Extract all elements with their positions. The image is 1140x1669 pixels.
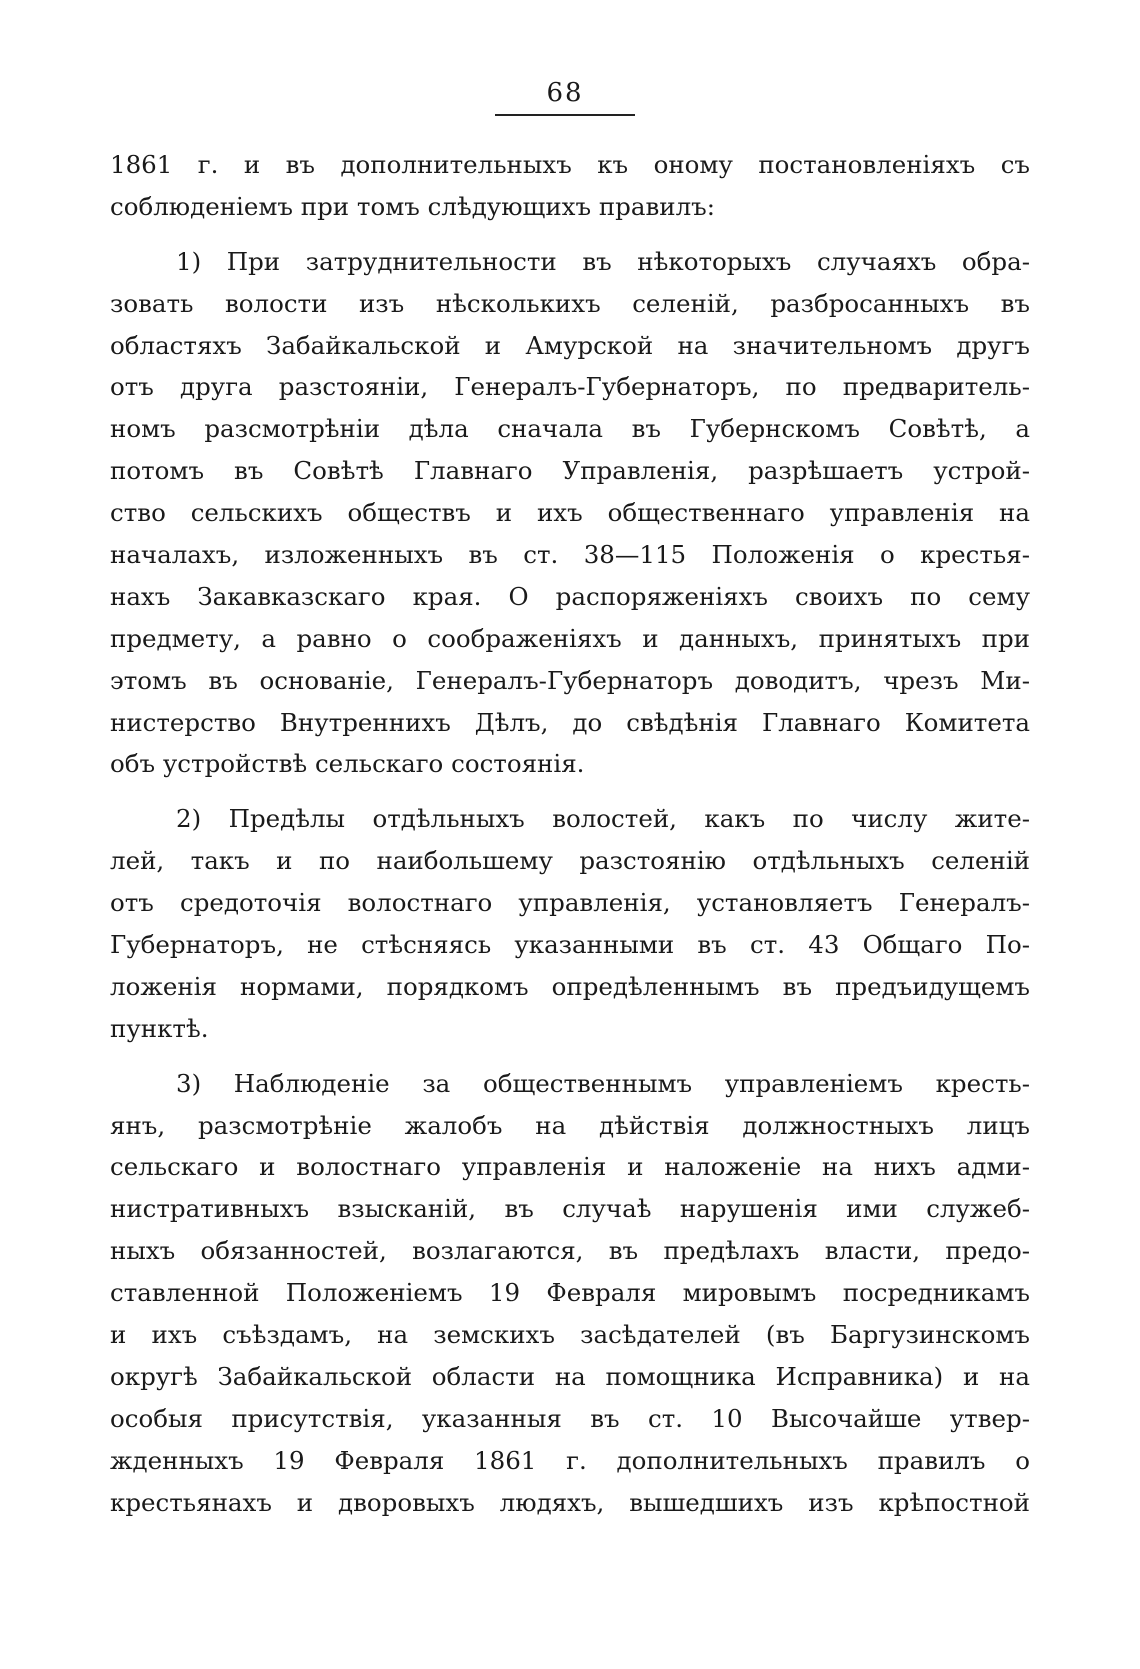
text-line: лей, такъ и по наибольшему разстоянію отдѣльныхъ селеній — [110, 846, 1030, 876]
page-header — [490, 78, 640, 116]
text-line: номъ разсмотрѣніи дѣла сначала въ Губернскомъ Совѣтѣ, а — [110, 414, 1030, 444]
text-line: 1861 г. и въ дополнительныхъ къ оному постановленіяхъ съ — [110, 150, 1030, 179]
text-line: Губернаторъ, не стѣсняясь указанными въ ст. 43 Общаго По- — [110, 930, 1030, 960]
paragraph-item-2 — [110, 798, 1030, 1049]
body-text — [110, 144, 1030, 1524]
text-line: жденныхъ 19 Февраля 1861 г. дополнительныхъ правилъ о — [110, 1445, 1030, 1475]
text-line: нистративныхъ взысканій, въ случаѣ нарушенія ими служеб- — [110, 1194, 1030, 1224]
text-line: крестьянахъ и дворовыхъ людяхъ, вышедшихъ изъ крѣпостной — [110, 1487, 1030, 1517]
paragraph-intro — [110, 144, 1030, 228]
text-line: сельскаго и волостнаго управленія и наложеніе на нихъ адми- — [110, 1152, 1030, 1182]
text-line: отъ друга разстояніи, Генералъ-Губернаторъ, по предваритель- — [110, 372, 1030, 402]
text-line: ныхъ обязанностей, возлагаются, въ предѣлахъ власти, предо- — [110, 1236, 1030, 1266]
text-line: ство сельскихъ обществъ и ихъ общественнаго управленія на — [110, 498, 1030, 528]
text-line: отъ средоточія волостнаго управленія, установляетъ Генералъ- — [110, 888, 1030, 918]
text-line: округѣ Забайкальской области на помощника Исправника) и на — [110, 1361, 1030, 1391]
paragraph-item-1 — [110, 241, 1030, 786]
paragraph-item-3 — [110, 1063, 1030, 1524]
text-line: областяхъ Забайкальской и Амурской на значительномъ другъ — [110, 330, 1030, 360]
text-line: зовать волости изъ нѣсколькихъ селеній, разбросанныхъ въ — [110, 288, 1030, 318]
header-rule — [495, 114, 635, 116]
text-line: и ихъ съѣздамъ, на земскихъ засѣдателей (въ Баргузинскомъ — [110, 1320, 1030, 1350]
text-line: началахъ, изложенныхъ въ ст. 38—115 Положенія о крестья- — [110, 540, 1030, 570]
text-line: нахъ Закавказскаго края. О распоряженіяхъ своихъ по сему — [110, 581, 1030, 611]
text-line: ставленной Положеніемъ 19 Февраля мировымъ посредникамъ — [110, 1278, 1030, 1308]
text-line: 3) Наблюденіе за общественнымъ управленіемъ кресть- — [176, 1068, 1030, 1098]
text-line: объ устройствѣ сельскаго состоянія. — [110, 749, 585, 779]
text-line: нистерство Внутреннихъ Дѣлъ, до свѣдѣнія Главнаго Комитета — [110, 707, 1030, 737]
text-line: этомъ въ основаніе, Генералъ-Губернаторъ доводитъ, чрезъ Ми- — [110, 665, 1030, 695]
text-line: предмету, а равно о соображеніяхъ и данныхъ, принятыхъ при — [110, 623, 1030, 653]
text-line: ложенія нормами, порядкомъ опредѣленнымъ въ предъидущемъ — [110, 971, 1030, 1001]
text-line: пунктѣ. — [110, 1013, 209, 1043]
text-line: 1) При затруднительности въ нѣкоторыхъ случаяхъ обра- — [176, 246, 1030, 276]
text-line: соблюденіемъ при томъ слѣдующихъ правилъ: — [110, 191, 715, 221]
page-number: 68 — [546, 78, 584, 108]
text-line: 2) Предѣлы отдѣльныхъ волостей, какъ по числу жите- — [176, 804, 1030, 834]
text-line: особыя присутствія, указанныя въ ст. 10 Высочайше утвер- — [110, 1403, 1030, 1433]
text-line: потомъ въ Совѣтѣ Главнаго Управленія, разрѣшаетъ устрой- — [110, 456, 1030, 486]
text-line: янъ, разсмотрѣніе жалобъ на дѣйствія должностныхъ лицъ — [110, 1110, 1030, 1140]
